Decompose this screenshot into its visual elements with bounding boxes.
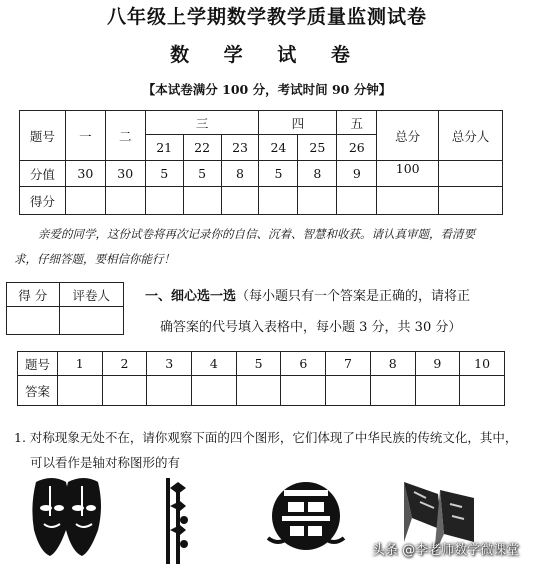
section-1-number: 一、 [145, 289, 172, 304]
score-table [19, 110, 503, 215]
score-subnum: 22 [183, 135, 221, 161]
answer-cell[interactable] [460, 376, 505, 406]
answer-number: 1 [57, 352, 102, 376]
score-header-grader: 总分人 [439, 111, 503, 161]
section-1-title: 细心选一选 [171, 289, 237, 304]
score-value-total: 100 [377, 161, 439, 187]
answer-number: 8 [370, 352, 415, 376]
answer-number: 5 [236, 352, 281, 376]
intro-line-1: 亲爱的同学，这份试卷将再次记录你的自信、沉着、智慧和收获。请认真审题，看清要 [38, 227, 475, 241]
score-value: 8 [221, 161, 259, 187]
page-title: 八年级上学期数学教学质量监测试卷 [106, 6, 427, 28]
score-value: 5 [183, 161, 221, 187]
answer-cell[interactable] [326, 376, 371, 406]
ornament-column-icon [166, 478, 188, 564]
answer-table [17, 351, 505, 406]
score-header-tihao: 题号 [20, 111, 66, 161]
score-cell-blank[interactable] [377, 187, 439, 215]
score-cell-blank[interactable] [337, 187, 377, 215]
score-subnum: 26 [337, 135, 377, 161]
score-cell-blank[interactable] [259, 187, 298, 215]
score-header-total: 总分 [377, 111, 439, 161]
double-happiness-icon [268, 482, 344, 550]
watermark: 头条 @李老师数学微课堂 [372, 543, 520, 558]
answer-number: 2 [102, 352, 147, 376]
score-value: 5 [259, 161, 298, 187]
score-header-4: 四 [259, 111, 337, 135]
score-subnum: 25 [298, 135, 337, 161]
score-cell-blank[interactable] [105, 187, 145, 215]
score-value: 30 [105, 161, 145, 187]
intro-line-2: 求，仔细答题，要相信你能行！ [14, 252, 175, 266]
score-value: 8 [298, 161, 337, 187]
answer-header-tihao: 题号 [18, 352, 58, 376]
score-cell-blank[interactable] [439, 187, 503, 215]
answer-number: 10 [460, 352, 505, 376]
opera-mask-icon [32, 478, 101, 556]
grader-name-label: 评卷人 [59, 283, 123, 307]
score-header-3: 三 [145, 111, 259, 135]
score-cell-blank[interactable] [65, 187, 105, 215]
grader-box [6, 282, 124, 335]
answer-cell[interactable] [415, 376, 460, 406]
section-1-desc-2: 确答案的代号填入表格中，每小题 3 分，共 30 分） [160, 320, 462, 335]
page-subtitle: 数 学 试 卷 [170, 44, 364, 66]
grader-score-cell[interactable] [7, 307, 60, 335]
answer-header-daan: 答案 [18, 376, 58, 406]
score-cell-blank [439, 161, 503, 187]
answer-number: 4 [192, 352, 237, 376]
answer-number: 3 [147, 352, 192, 376]
score-cell-blank[interactable] [221, 187, 259, 215]
score-cell-blank[interactable] [183, 187, 221, 215]
score-header-2: 二 [105, 111, 145, 161]
grader-score-label: 得 分 [7, 283, 60, 307]
score-subnum: 21 [145, 135, 183, 161]
score-row-label-got: 得分 [20, 187, 66, 215]
answer-cell[interactable] [281, 376, 326, 406]
score-value: 5 [145, 161, 183, 187]
score-value: 9 [337, 161, 377, 187]
score-value: 30 [65, 161, 105, 187]
answer-number: 9 [415, 352, 460, 376]
answer-cell[interactable] [147, 376, 192, 406]
score-row-label-value: 分值 [20, 161, 66, 187]
score-header-1: 一 [65, 111, 105, 161]
answer-number: 7 [326, 352, 371, 376]
exam-note: 【本试卷满分 100 分，考试时间 90 分钟】 [142, 82, 392, 97]
score-header-5: 五 [337, 111, 377, 135]
intro-text [14, 222, 522, 272]
section-1-heading [145, 285, 470, 304]
question-1-line-2: 可以看作是轴对称图形的有 [30, 455, 181, 470]
grader-name-cell[interactable] [59, 307, 123, 335]
score-cell-blank[interactable] [145, 187, 183, 215]
answer-cell[interactable] [192, 376, 237, 406]
answer-cell[interactable] [236, 376, 281, 406]
answer-cell[interactable] [57, 376, 102, 406]
answer-number: 6 [281, 352, 326, 376]
answer-cell[interactable] [102, 376, 147, 406]
score-subnum: 24 [259, 135, 298, 161]
section-1-desc-1: （每小题只有一个答案是正确的，请将正 [236, 289, 471, 304]
question-1-line-1: 1. 对称现象无处不在，请你观察下面的四个图形，它们体现了中华民族的传统文化，其中， [14, 430, 518, 445]
score-cell-blank[interactable] [298, 187, 337, 215]
score-subnum: 23 [221, 135, 259, 161]
answer-cell[interactable] [370, 376, 415, 406]
